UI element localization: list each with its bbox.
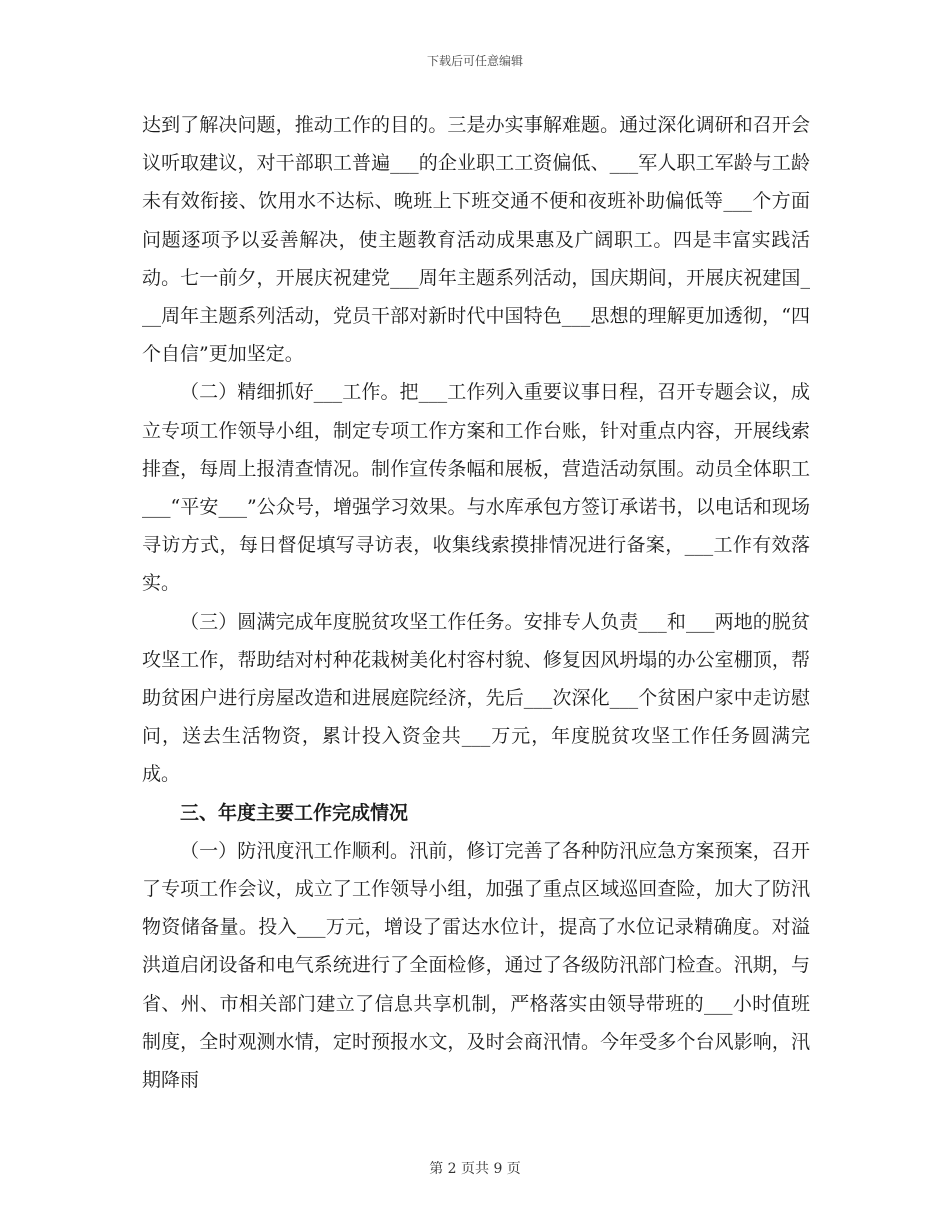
- document-body: [142, 106, 810, 1099]
- paragraph-continuation: 达到了解决问题，推动工作的目的。三是办实事解难题。通过深化调研和召开会议听取建议，对干部职工普遍___的企业职工工资偏低、___军人职工军龄与工龄未有效衔接、饮用水不达标、晚班上下班交通不便和夜班补助偏低等___个方面问题逐项予以妥善解决，使主题教育活动成果惠及广阔职工。四是丰富实践活动。七一前夕，开展庆祝建党___周年主题系列活动，国庆期间，开展庆祝建国___周年主题系列活动，党员干部对新时代中国特色___思想的理解更加透彻，“四个自信”更加坚定。: [142, 114, 810, 366]
- page-number: 第 2 页共 9 页: [429, 1161, 521, 1177]
- section-heading: 三、年度主要工作完成情况: [180, 801, 409, 824]
- page-header-note: 下载后可任意编辑: [426, 54, 523, 68]
- paragraph-flood-control: （一）防汛度汛工作顺利。汛前，修订完善了各种防汛应急方案预案，召开了专项工作会议，成立了工作领导小组，加强了重点区域巡回查险，加大了防汛物资储备量。投入___万元，增设了雷达水位计，提高了水位记录精确度。对溢洪道启闭设备和电气系统进行了全面检修，通过了各级防汛部门检查。汛期，与省、州、市相关部门建立了信息共享机制，严格落实由领导带班的___小时值班制度，全时观测水情，定时预报水文，及时会商汛情。今年受多个台风影响，汛期降雨: [142, 839, 810, 1092]
- paragraph-section-2: （二）精细抓好___工作。把___工作列入重要议事日程，召开专题会议，成立专项工作领导小组，制定专项工作方案和工作台账，针对重点内容，开展线索排查，每周上报清查情况。制作宣传条幅和展板，营造活动氛围。动员全体职工___“平安___”公众号，增强学习效果。与水库承包方签订承诺书，以电话和现场寻访方式，每日督促填写寻访表，收集线索摸排情况进行备案，___工作有效落实。: [142, 381, 810, 595]
- paragraph-section-3: （三）圆满完成年度脱贫攻坚工作任务。安排专人负责___和___两地的脱贫攻坚工作，帮助结对村种花栽树美化村容村貌、修复因风坍塌的办公室棚顶，帮助贫困户进行房屋改造和进展庭院经济，先后___次深化___个贫困户家中走访慰问，送去生活物资，累计投入资金共___万元，年度脱贫攻坚工作任务圆满完成。: [142, 610, 810, 786]
